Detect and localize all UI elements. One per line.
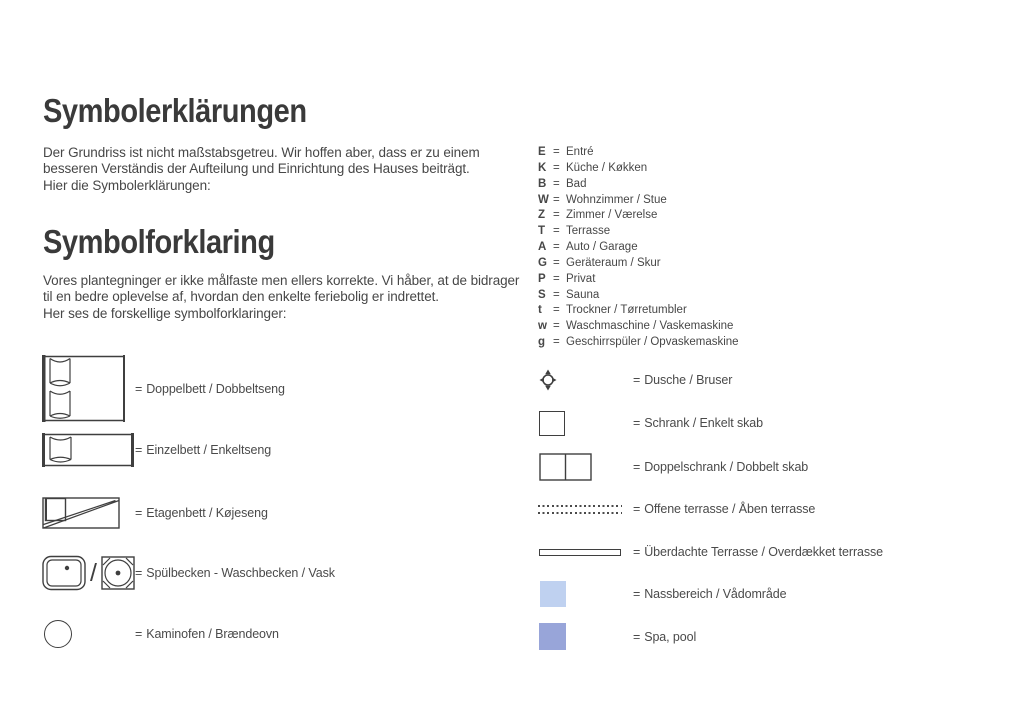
legend-row-covered-terrace [538,545,883,559]
equals-sign: = [553,336,560,349]
legend-row-double-bed [42,355,285,422]
letter-row [538,256,739,272]
slash-separator: / [90,558,97,587]
letter-label: Entré [566,146,594,158]
kitchen-sink-icon [42,555,86,591]
symbol-label: Dusche / Bruser [644,373,733,387]
letter-key: K [538,161,547,174]
letter-row [538,319,739,335]
equals-sign: = [553,209,560,222]
letter-key: Z [538,209,546,222]
equals-sign: = [633,416,641,430]
symbol-label: Doppelbett / Dobbeltseng [146,381,285,396]
letter-row [538,288,739,304]
symbol-label: Einzelbett / Enkeltseng [146,443,272,457]
letter-label: Privat [566,272,596,285]
equals-sign: = [553,146,560,158]
equals-sign: = [553,320,560,333]
equals-sign: = [633,460,641,474]
symbol-label: Doppelschrank / Dobbelt skab [644,460,809,474]
letter-label: Geschirrspüler / Opvaskemaskine [566,336,739,349]
equals-sign: = [633,502,641,516]
symbol-label: Spa, pool [644,629,697,644]
page-title-german: Symbolerklärungen [43,92,307,129]
equals-sign: = [633,545,641,559]
symbol-label: Schrank / Enkelt skab [644,416,763,430]
equals-sign: = [135,381,143,396]
legend-row-bunk-bed [42,497,268,529]
letter-row [538,335,739,351]
legend-row-wood-stove [42,619,279,649]
letter-label: Küche / Køkken [566,161,648,174]
washbasin-icon [101,556,135,590]
symbol-label: Spülbecken - Waschbecken / Vask [146,566,335,580]
letter-legend [538,145,739,351]
letter-key: g [538,336,546,349]
symbol-label: Kaminofen / Brændeovn [146,627,279,641]
legend-row-wet-area [538,581,786,607]
intro-german-line: Der Grundriss ist nicht maßstabsgetreu. Wir hoffen aber, dass er zu einem [43,145,480,160]
letter-label: Waschmaschine / Vaskemaskine [566,320,734,333]
letter-key: W [538,193,549,206]
equals-sign: = [135,443,143,457]
letter-row [538,272,739,288]
letter-key: B [538,177,547,190]
equals-sign: = [135,627,143,641]
letter-row [538,303,739,319]
letter-key: P [538,272,546,285]
legend-row-spa-pool [538,623,696,650]
equals-sign: = [553,177,560,190]
letter-label: Trockner / Tørretumbler [566,304,687,317]
letter-label: Zimmer / Værelse [566,209,658,222]
legend-row-shower [538,368,732,392]
letter-label: Auto / Garage [566,241,638,254]
legend-row-cabinet [538,410,763,436]
letter-key: G [538,256,547,269]
intro-danish-line: til en bedre oplevelse af, hvordan den enkelte feriebolig er indrettet. [43,289,439,305]
intro-danish-line: Vores plantegninger er ikke målfaste men ellers korrekte. Vi håber, at de bidrager [43,273,520,288]
letter-label: Bad [566,177,587,190]
equals-sign: = [553,304,560,317]
equals-sign: = [553,288,560,301]
letter-row [538,145,739,161]
legend-row-open-terrace [538,501,815,517]
spa-pool-swatch [538,623,633,650]
letter-label: Geräteraum / Skur [566,256,661,269]
letter-key: T [538,225,546,238]
equals-sign: = [553,225,560,238]
bunk-bed-icon [42,497,135,529]
legend-row-single-bed [42,433,271,467]
wood-stove-icon [42,620,135,648]
intro-german-line: Hier die Symbolerklärungen: [43,177,211,193]
page-title-danish: Symbolforklaring [43,223,275,260]
cabinet-icon [538,411,633,436]
covered-terrace-icon [538,549,633,556]
letter-row [538,161,739,177]
legend-row-sink [42,554,335,592]
letter-key: t [538,304,542,317]
letter-row [538,224,739,240]
equals-sign: = [553,256,560,269]
symbol-label: Etagenbett / Køjeseng [146,506,268,520]
letter-row [538,193,739,209]
letter-row [538,240,739,256]
symbol-label: Nassbereich / Vådområde [644,587,787,601]
letter-key: E [538,146,546,158]
equals-sign: = [135,506,143,520]
equals-sign: = [553,193,560,206]
double-bed-icon [42,355,135,422]
letter-label: Sauna [566,288,600,301]
intro-danish-line: Her ses de forskellige symbolforklaringer: [43,305,287,321]
letter-key: w [538,320,547,333]
equals-sign: = [553,272,560,285]
wet-area-swatch [538,581,633,607]
sink-washbasin-icon [42,555,135,591]
intro-german-line: besseren Verständis der Aufteilung und Einrichtung des Hauses beiträgt. [43,161,470,177]
symbol-label: Überdachte Terrasse / Overdækket terrasse [644,545,884,559]
open-terrace-icon [538,505,633,514]
letter-label: Wohnzimmer / Stue [566,193,667,206]
shower-icon [538,369,633,391]
intro-danish [43,273,519,322]
letter-row [538,208,739,224]
legend-row-double-cabinet [538,453,808,481]
equals-sign: = [553,161,560,174]
equals-sign: = [633,373,641,387]
equals-sign: = [553,241,560,254]
letter-label: Terrasse [566,225,611,238]
equals-sign: = [135,566,143,580]
letter-key: S [538,288,546,301]
equals-sign: = [633,629,641,644]
letter-key: A [538,241,547,254]
equals-sign: = [633,587,641,601]
double-cabinet-icon [538,453,633,481]
letter-row [538,177,739,193]
symbol-label: Offene terrasse / Åben terrasse [644,502,816,516]
intro-german [43,145,480,194]
single-bed-icon [42,433,135,467]
